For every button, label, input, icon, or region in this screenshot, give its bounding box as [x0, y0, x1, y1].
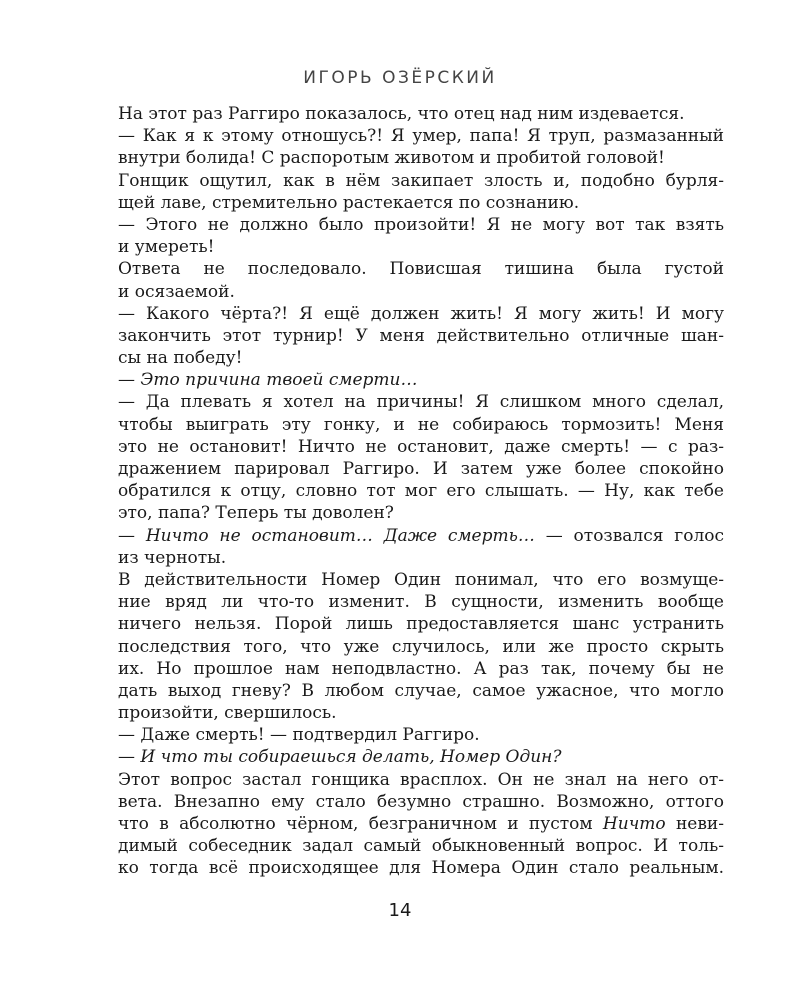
- text-line: [118, 746, 724, 768]
- text-line: [118, 480, 724, 502]
- text-line: [118, 835, 724, 857]
- text-run: щей лаве, стремительно растекается по сознанию.: [118, 192, 580, 213]
- text-run: сы на победу!: [118, 348, 243, 369]
- text-line: [118, 658, 724, 680]
- text-line: [118, 502, 724, 524]
- text-run: неви-: [665, 814, 724, 834]
- text-line: [118, 525, 724, 547]
- text-run: — Какого чёрта?! Я ещё должен жить! Я могу жить! И могу: [118, 303, 724, 324]
- text-run: — отозвался голос: [534, 525, 724, 546]
- text-run: их. Но прошлое нам неподвластно. А раз так, почему бы не: [118, 658, 724, 679]
- text-run: — Даже смерть! — подтвердил Раггиро.: [118, 725, 480, 746]
- text-run: и умереть!: [118, 237, 215, 258]
- text-run: внутри болида! С распоротым животом и пробитой головой!: [118, 148, 665, 169]
- text-line: [118, 125, 724, 147]
- text-run: В действительности Номер Один понимал, что его возмуще-: [118, 569, 724, 590]
- text-line: [118, 369, 724, 391]
- text-run: произойти, свершилось.: [118, 703, 337, 724]
- text-run: последствия того, что уже случилось, или же просто скрыть: [118, 636, 724, 657]
- text-run: закончить этот турнир! У меня действительно отличные шан-: [118, 325, 724, 346]
- text-run: Этот вопрос застал гонщика врасплох. Он не знал на него от-: [118, 769, 724, 790]
- text-line: [118, 724, 724, 746]
- text-run: вета. Внезапно ему стало безумно страшно. Возможно, оттого: [118, 791, 724, 812]
- text-line: [118, 636, 724, 658]
- text-run: —: [118, 525, 146, 546]
- running-head-author: ИГОРЬ ОЗЁРСКИЙ: [303, 68, 497, 88]
- text-run: —: [118, 747, 141, 768]
- text-line: [118, 613, 724, 635]
- text-run: Ответа не последовало. Повисшая тишина была густой: [118, 259, 724, 280]
- text-run: дать выход гневу? В любом случае, самое ужасное, что могло: [118, 680, 724, 701]
- text-line: [118, 680, 724, 702]
- text-run: — Этого не должно было произойти! Я не могу вот так взять: [118, 214, 724, 235]
- body-text: [118, 103, 724, 880]
- page-number: 14: [388, 900, 412, 921]
- italic-run: Ничто: [602, 814, 666, 834]
- text-line: [118, 813, 724, 835]
- text-line: [118, 791, 724, 813]
- italic-run: Это причина твоей смерти…: [140, 370, 418, 391]
- text-run: обратился к отцу, словно тот мог его слышать. — Ну, как тебе: [118, 481, 724, 502]
- text-run: ние вряд ли что-то изменит. В сущности, изменить вообще: [118, 592, 724, 613]
- text-line: [118, 347, 724, 369]
- text-line: [118, 281, 724, 303]
- text-run: чтобы выиграть эту гонку, и не собираюсь тормозить! Меня: [118, 414, 724, 435]
- text-line: [118, 458, 724, 480]
- text-line: [118, 547, 724, 569]
- text-line: [118, 147, 724, 169]
- text-line: [118, 103, 724, 125]
- text-run: — Как я к этому отношусь?! Я умер, папа! Я труп, размазанный: [118, 126, 724, 147]
- text-line: [118, 258, 724, 280]
- text-line: [118, 414, 724, 436]
- text-run: На этот раз Раггиро показалось, что отец над ним издевается.: [118, 104, 685, 124]
- text-run: ко тогда всё происходящее для Номера Один стало реальным.: [118, 858, 724, 879]
- text-run: —: [118, 370, 141, 391]
- text-run: из черноты.: [118, 547, 227, 568]
- text-run: это, папа? Теперь ты доволен?: [118, 503, 394, 524]
- text-run: что в абсолютно чёрном, безграничном и пустом: [118, 814, 603, 834]
- text-line: [118, 591, 724, 613]
- text-line: [118, 857, 724, 879]
- text-run: Гонщик ощутил, как в нём закипает злость и, подобно бурля-: [118, 170, 724, 191]
- text-line: [118, 702, 724, 724]
- text-line: [118, 303, 724, 325]
- text-run: и осязаемой.: [118, 281, 235, 302]
- text-line: [118, 170, 724, 192]
- text-line: [118, 769, 724, 791]
- italic-run: И что ты собираешься делать, Номер Один?: [140, 747, 562, 768]
- text-line: [118, 325, 724, 347]
- text-line: [118, 569, 724, 591]
- italic-run: Ничто не остановит… Даже смерть…: [145, 525, 535, 546]
- text-line: [118, 236, 724, 258]
- text-line: [118, 192, 724, 214]
- text-line: [118, 436, 724, 458]
- text-run: димый собеседник задал самый обыкновенный вопрос. И толь-: [118, 836, 724, 857]
- text-run: ничего нельзя. Порой лишь предоставляется шанс устранить: [118, 614, 724, 635]
- text-run: дражением парировал Раггиро. И затем уже более спокойно: [118, 459, 724, 479]
- text-line: [118, 391, 724, 413]
- text-line: [118, 214, 724, 236]
- text-run: это не остановит! Ничто не остановит, даже смерть! — с раз-: [118, 436, 724, 457]
- text-run: — Да плевать я хотел на причины! Я слишком много сделал,: [118, 392, 724, 413]
